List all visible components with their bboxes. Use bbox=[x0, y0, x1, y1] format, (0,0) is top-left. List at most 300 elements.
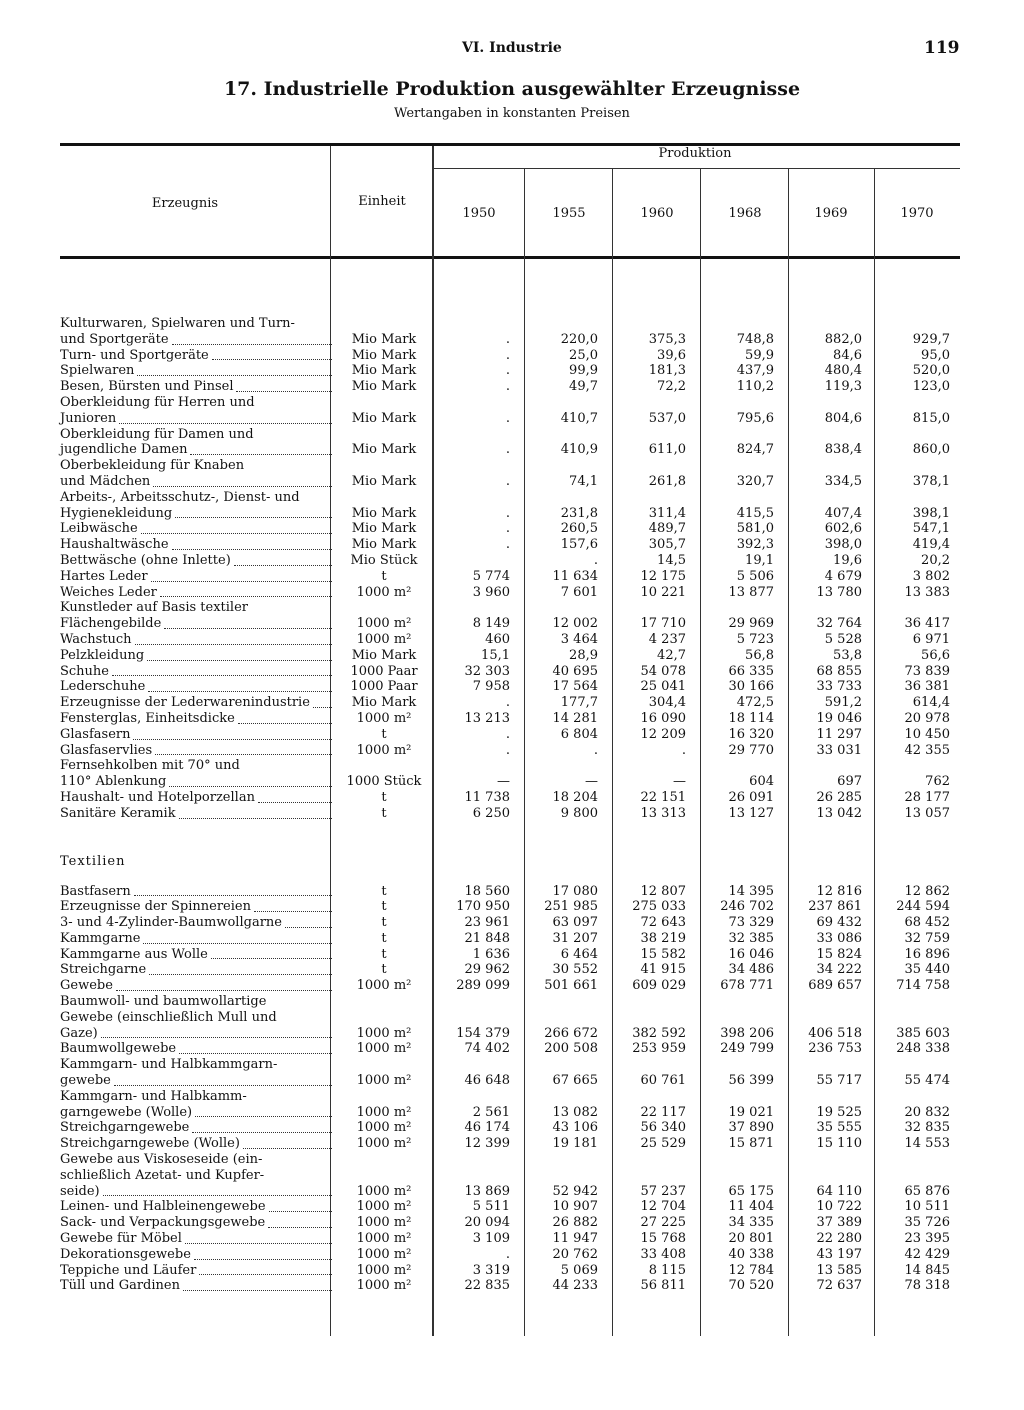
value-cell: 177,7 bbox=[560, 695, 598, 711]
value-cell: 12 784 bbox=[728, 1262, 774, 1278]
value-cell: 41 915 bbox=[640, 962, 686, 978]
value-cell: 375,3 bbox=[648, 331, 686, 347]
value-cell: 17 080 bbox=[552, 883, 598, 899]
leader-dots bbox=[101, 1036, 332, 1038]
value-cell: 6 971 bbox=[912, 631, 950, 647]
product-name-text: Oberbekleidung für Knaben bbox=[60, 458, 245, 474]
value-cell: 3 109 bbox=[472, 1231, 510, 1247]
unit-cell: t bbox=[381, 915, 387, 931]
product-name-line bbox=[60, 884, 336, 900]
value-cell: 14 845 bbox=[904, 1262, 950, 1278]
product-name bbox=[60, 915, 336, 931]
value-cell: 6 250 bbox=[472, 805, 510, 821]
value-cell bbox=[432, 553, 520, 569]
value-cell: 29 962 bbox=[464, 962, 510, 978]
value-cell: 472,5 bbox=[736, 695, 774, 711]
value-cell: 14 281 bbox=[552, 710, 598, 726]
value-cell: 53,8 bbox=[833, 647, 862, 663]
value-cell: 29 770 bbox=[728, 742, 774, 758]
value-cell: 84,6 bbox=[833, 347, 862, 363]
value-cell: 19,6 bbox=[833, 552, 862, 568]
value-cell: 419,4 bbox=[912, 537, 950, 553]
value-cell: 3 319 bbox=[472, 1262, 510, 1278]
value-cell: 35 440 bbox=[904, 962, 950, 978]
product-name-line bbox=[60, 569, 336, 585]
product-name-line bbox=[60, 1026, 336, 1042]
product-name-text: Gewebe bbox=[60, 978, 113, 994]
product-name-text: Gewebe (einschließlich Mull und bbox=[60, 1009, 277, 1025]
value-cell: . bbox=[505, 1246, 510, 1262]
year-header: 1960 bbox=[640, 206, 674, 221]
value-cell: 34 335 bbox=[728, 1215, 774, 1231]
value-cell: 16 320 bbox=[728, 726, 774, 742]
leader-dots bbox=[164, 627, 332, 629]
value-cell: 13 383 bbox=[904, 584, 950, 600]
unit-cell: 1000 Paar bbox=[350, 663, 418, 679]
value-cell: 22 117 bbox=[640, 1104, 686, 1120]
product-name bbox=[60, 490, 336, 522]
column-header-unit: Einheit bbox=[358, 194, 406, 209]
table-row bbox=[60, 962, 960, 978]
value-cell: 261,8 bbox=[648, 473, 686, 489]
product-name bbox=[60, 458, 336, 490]
spacer-row bbox=[60, 870, 960, 884]
table-row bbox=[60, 1278, 960, 1294]
value-cell: 13 877 bbox=[728, 584, 774, 600]
value-cell: 200 508 bbox=[544, 1041, 598, 1057]
product-name-text: Tüll und Gardinen bbox=[60, 1278, 180, 1294]
value-cell: 11 297 bbox=[816, 726, 862, 742]
value-cell: 20 832 bbox=[904, 1104, 950, 1120]
product-name-line bbox=[60, 1073, 336, 1089]
product-name-line bbox=[60, 790, 336, 806]
value-cell: 1 636 bbox=[472, 946, 510, 962]
value-cell: 74,1 bbox=[569, 473, 598, 489]
value-cell: . bbox=[505, 726, 510, 742]
product-name-text: Baumwollgewebe bbox=[60, 1041, 177, 1057]
leader-dots bbox=[135, 643, 332, 645]
product-name-line bbox=[60, 758, 336, 774]
leader-dots bbox=[269, 1210, 332, 1212]
table-row bbox=[60, 316, 960, 348]
product-name bbox=[60, 711, 336, 727]
value-cell: 4 237 bbox=[648, 631, 686, 647]
unit-cell: 1000 m² bbox=[356, 616, 412, 632]
value-cell: 38 219 bbox=[640, 930, 686, 946]
value-cell: 181,3 bbox=[648, 363, 686, 379]
product-name-text: Hartes Leder bbox=[60, 568, 148, 584]
product-name-text: Streichgarne bbox=[60, 962, 147, 978]
value-cell: 460 bbox=[485, 631, 510, 647]
product-name-line bbox=[60, 962, 336, 978]
value-cell: 26 091 bbox=[728, 789, 774, 805]
value-cell: 73 329 bbox=[728, 915, 774, 931]
product-name bbox=[60, 931, 336, 947]
value-cell: 46 174 bbox=[464, 1120, 510, 1136]
table-row bbox=[60, 1041, 960, 1057]
value-cell: 275 033 bbox=[632, 899, 686, 915]
leader-dots bbox=[112, 674, 332, 676]
product-name-line bbox=[60, 553, 336, 569]
value-cell: 860,0 bbox=[912, 442, 950, 458]
leader-dots bbox=[143, 942, 332, 944]
product-name bbox=[60, 743, 336, 759]
table-row bbox=[60, 994, 960, 1041]
product-name-text: Junioren bbox=[60, 410, 117, 426]
table-row bbox=[60, 585, 960, 601]
leader-dots bbox=[137, 374, 332, 376]
group-rule bbox=[432, 168, 960, 169]
product-name bbox=[60, 758, 336, 790]
product-name bbox=[60, 1152, 336, 1199]
leader-dots bbox=[155, 753, 332, 755]
value-cell: 406 518 bbox=[808, 1025, 862, 1041]
value-cell: 22 151 bbox=[640, 789, 686, 805]
unit-cell: 1000 m² bbox=[356, 1136, 412, 1152]
value-cell: 20,2 bbox=[921, 552, 950, 568]
unit-cell: t bbox=[381, 805, 387, 821]
product-name-text: Fensterglas, Einheitsdicke bbox=[60, 710, 235, 726]
value-cell: 289 099 bbox=[456, 978, 510, 994]
value-cell: 49,7 bbox=[569, 379, 598, 395]
value-cell: 34 222 bbox=[816, 962, 862, 978]
product-name-text: Erzeugnisse der Lederwarenindustrie bbox=[60, 695, 310, 711]
product-name-line bbox=[60, 600, 336, 616]
value-cell: 537,0 bbox=[648, 410, 686, 426]
value-cell: 15 871 bbox=[728, 1136, 774, 1152]
value-cell: 13 082 bbox=[552, 1104, 598, 1120]
product-name bbox=[60, 1120, 336, 1136]
product-name-line bbox=[60, 664, 336, 680]
product-name-line bbox=[60, 648, 336, 664]
product-name-line bbox=[60, 711, 336, 727]
value-cell: 22 835 bbox=[464, 1278, 510, 1294]
value-cell: 33 408 bbox=[640, 1246, 686, 1262]
product-name-text: Oberkleidung für Herren und bbox=[60, 394, 255, 410]
product-name-text: Streichgarngewebe (Wolle) bbox=[60, 1136, 240, 1152]
product-name-text: Gewebe für Möbel bbox=[60, 1231, 182, 1247]
unit-cell: 1000 m² bbox=[356, 1073, 412, 1089]
unit-cell: Mio Mark bbox=[351, 331, 417, 347]
value-cell: 22 280 bbox=[816, 1231, 862, 1247]
unit-cell: Mio Mark bbox=[351, 695, 417, 711]
product-name-text: Weiches Leder bbox=[60, 584, 157, 600]
value-cell: 56,8 bbox=[745, 647, 774, 663]
product-name-line bbox=[60, 899, 336, 915]
unit-cell: Mio Mark bbox=[351, 521, 417, 537]
unit-cell: 1000 m² bbox=[356, 631, 412, 647]
table-row bbox=[60, 899, 960, 915]
value-cell: 40 695 bbox=[552, 663, 598, 679]
value-cell: 415,5 bbox=[736, 505, 774, 521]
value-cell: 44 233 bbox=[552, 1278, 598, 1294]
value-cell: 246 702 bbox=[720, 899, 774, 915]
value-cell: 5 723 bbox=[736, 631, 774, 647]
unit-cell: Mio Mark bbox=[351, 647, 417, 663]
unit-cell: 1000 m² bbox=[356, 710, 412, 726]
product-name-text: Kammgarne aus Wolle bbox=[60, 946, 208, 962]
value-cell: 220,0 bbox=[560, 331, 598, 347]
unit-cell: Mio Mark bbox=[351, 347, 417, 363]
product-name-text: Haushalt- und Hotelporzellan bbox=[60, 789, 255, 805]
value-cell: 19 021 bbox=[728, 1104, 774, 1120]
product-name-line bbox=[60, 632, 336, 648]
value-cell: 249 799 bbox=[720, 1041, 774, 1057]
product-name-text: gewebe bbox=[60, 1073, 111, 1089]
product-name bbox=[60, 348, 336, 364]
value-cell: . bbox=[505, 363, 510, 379]
value-cell: 392,3 bbox=[736, 537, 774, 553]
product-name bbox=[60, 553, 336, 569]
column-header-production: Produktion bbox=[658, 146, 732, 161]
value-cell: 410,7 bbox=[560, 410, 598, 426]
year-header: 1950 bbox=[462, 206, 496, 221]
table-row bbox=[60, 679, 960, 695]
product-name-text: Kammgarn- und Halbkammgarn- bbox=[60, 1057, 278, 1073]
value-cell: 19,1 bbox=[745, 552, 774, 568]
table-row bbox=[60, 1247, 960, 1263]
value-cell: 248 338 bbox=[896, 1041, 950, 1057]
product-name-line bbox=[60, 490, 336, 506]
value-cell: 678 771 bbox=[720, 978, 774, 994]
value-cell: 12 816 bbox=[816, 883, 862, 899]
product-name bbox=[60, 427, 336, 459]
leader-dots bbox=[160, 595, 332, 597]
table-row bbox=[60, 1152, 960, 1199]
product-name-text: Leinen- und Halbleinengewebe bbox=[60, 1199, 266, 1215]
value-cell: 604 bbox=[749, 774, 774, 790]
value-cell: 73 839 bbox=[904, 663, 950, 679]
value-cell: 15 110 bbox=[816, 1136, 862, 1152]
leader-dots bbox=[254, 910, 332, 912]
value-cell: 20 762 bbox=[552, 1246, 598, 1262]
value-cell: 40 338 bbox=[728, 1246, 774, 1262]
product-name-line bbox=[60, 1199, 336, 1215]
value-cell: 520,0 bbox=[912, 363, 950, 379]
value-cell: 59,9 bbox=[745, 347, 774, 363]
value-cell: 30 166 bbox=[728, 679, 774, 695]
table-row bbox=[60, 727, 960, 743]
value-cell: 32 759 bbox=[904, 930, 950, 946]
value-cell: 609 029 bbox=[632, 978, 686, 994]
product-name bbox=[60, 585, 336, 601]
product-name-text: Pelzkleidung bbox=[60, 647, 145, 663]
value-cell: 28,9 bbox=[569, 647, 598, 663]
value-cell: 334,5 bbox=[824, 473, 862, 489]
value-cell: . bbox=[593, 552, 598, 568]
value-cell: . bbox=[505, 379, 510, 395]
table-body bbox=[60, 316, 960, 1294]
value-cell: 32 303 bbox=[464, 663, 510, 679]
value-cell: 12 209 bbox=[640, 726, 686, 742]
unit-cell: 1000 m² bbox=[356, 1199, 412, 1215]
product-name-line bbox=[60, 332, 336, 348]
value-cell: . bbox=[505, 473, 510, 489]
value-cell: 32 385 bbox=[728, 930, 774, 946]
leader-dots bbox=[119, 422, 332, 424]
value-cell: 251 985 bbox=[544, 899, 598, 915]
value-cell: . bbox=[505, 695, 510, 711]
product-name bbox=[60, 1041, 336, 1057]
value-cell: 253 959 bbox=[632, 1041, 686, 1057]
product-name bbox=[60, 1215, 336, 1231]
value-cell: 581,0 bbox=[736, 521, 774, 537]
product-name-line bbox=[60, 695, 336, 711]
product-name-text: Arbeits-, Arbeitsschutz-, Dienst- und bbox=[60, 489, 300, 505]
value-cell: 5 506 bbox=[736, 568, 774, 584]
product-name-text: Sanitäre Keramik bbox=[60, 805, 176, 821]
value-cell: . bbox=[593, 742, 598, 758]
section-heading-row bbox=[60, 836, 960, 870]
value-cell: 14,5 bbox=[657, 552, 686, 568]
product-name bbox=[60, 569, 336, 585]
product-name bbox=[60, 1247, 336, 1263]
value-cell: 27 225 bbox=[640, 1215, 686, 1231]
value-cell: 19 181 bbox=[552, 1136, 598, 1152]
value-cell: 501 661 bbox=[544, 978, 598, 994]
value-cell: 5 511 bbox=[472, 1199, 510, 1215]
top-rule bbox=[60, 143, 960, 146]
value-cell: 7 601 bbox=[560, 584, 598, 600]
value-cell: . bbox=[505, 331, 510, 347]
year-header: 1969 bbox=[814, 206, 848, 221]
product-name bbox=[60, 1136, 336, 1152]
value-cell: 320,7 bbox=[736, 473, 774, 489]
value-cell: . bbox=[505, 505, 510, 521]
unit-cell: Mio Mark bbox=[351, 473, 417, 489]
leader-dots bbox=[234, 564, 332, 566]
value-cell: 28 177 bbox=[904, 789, 950, 805]
value-cell: 69 432 bbox=[816, 915, 862, 931]
unit-cell: Mio Mark bbox=[351, 410, 417, 426]
value-cell: 10 511 bbox=[904, 1199, 950, 1215]
value-cell: 762 bbox=[925, 774, 950, 790]
leader-dots bbox=[211, 957, 332, 959]
value-cell: 19 525 bbox=[816, 1104, 862, 1120]
leader-dots bbox=[169, 785, 332, 787]
product-name-line bbox=[60, 1136, 336, 1152]
product-name bbox=[60, 899, 336, 915]
leader-dots bbox=[236, 390, 332, 392]
value-cell: 72,2 bbox=[657, 379, 686, 395]
product-name-line bbox=[60, 616, 336, 632]
leader-dots bbox=[195, 1115, 332, 1117]
leader-dots bbox=[199, 1273, 332, 1275]
header-bottom-rule bbox=[60, 256, 960, 259]
product-name-text: Schuhe bbox=[60, 663, 109, 679]
product-name-text: Gewebe aus Viskoseseide (ein- bbox=[60, 1152, 263, 1168]
table-row bbox=[60, 1089, 960, 1121]
value-cell: 12 175 bbox=[640, 568, 686, 584]
table-row bbox=[60, 790, 960, 806]
product-name bbox=[60, 679, 336, 695]
value-cell: 99,9 bbox=[569, 363, 598, 379]
table-row bbox=[60, 1263, 960, 1279]
product-name-line bbox=[60, 1152, 336, 1168]
table-row bbox=[60, 743, 960, 759]
value-cell: 748,8 bbox=[736, 331, 774, 347]
value-cell: . bbox=[505, 347, 510, 363]
value-cell: 6 464 bbox=[560, 946, 598, 962]
product-name bbox=[60, 664, 336, 680]
value-cell: 55 474 bbox=[904, 1073, 950, 1089]
product-name-line bbox=[60, 411, 336, 427]
product-name-text: seide) bbox=[60, 1183, 100, 1199]
product-name bbox=[60, 537, 336, 553]
leader-dots bbox=[134, 894, 332, 896]
leader-dots bbox=[153, 485, 332, 487]
leader-dots bbox=[114, 1084, 332, 1086]
table-row bbox=[60, 806, 960, 822]
value-cell: 410,9 bbox=[560, 442, 598, 458]
value-cell: 26 285 bbox=[816, 789, 862, 805]
leader-dots bbox=[141, 532, 332, 534]
value-cell: 6 804 bbox=[560, 726, 598, 742]
value-cell: — bbox=[673, 774, 686, 790]
value-cell: 43 106 bbox=[552, 1120, 598, 1136]
value-cell: 52 942 bbox=[552, 1183, 598, 1199]
value-cell: 57 237 bbox=[640, 1183, 686, 1199]
product-name bbox=[60, 1057, 336, 1089]
leader-dots bbox=[175, 516, 332, 518]
product-name-line bbox=[60, 743, 336, 759]
table-row bbox=[60, 395, 960, 427]
value-cell: 8 115 bbox=[648, 1262, 686, 1278]
page-number: 119 bbox=[924, 38, 960, 58]
value-cell: 10 450 bbox=[904, 726, 950, 742]
unit-cell: t bbox=[381, 883, 387, 899]
value-cell: 929,7 bbox=[912, 331, 950, 347]
table-subtitle: Wertangaben in konstanten Preisen bbox=[394, 106, 630, 121]
value-cell: 35 555 bbox=[816, 1120, 862, 1136]
product-name-text: Flächengebilde bbox=[60, 616, 162, 632]
value-cell: 12 399 bbox=[464, 1136, 510, 1152]
product-name bbox=[60, 790, 336, 806]
running-head bbox=[0, 40, 1024, 64]
value-cell: 65 175 bbox=[728, 1183, 774, 1199]
unit-cell: 1000 m² bbox=[356, 1231, 412, 1247]
unit-cell: 1000 m² bbox=[356, 1215, 412, 1231]
unit-cell: Mio Stück bbox=[350, 552, 418, 568]
value-cell: 30 552 bbox=[552, 962, 598, 978]
table-row bbox=[60, 978, 960, 994]
product-name-text: Dekorationsgewebe bbox=[60, 1246, 191, 1262]
value-cell: 305,7 bbox=[648, 537, 686, 553]
value-cell: 16 896 bbox=[904, 946, 950, 962]
table-row bbox=[60, 569, 960, 585]
value-cell: 3 802 bbox=[912, 568, 950, 584]
value-cell: 824,7 bbox=[736, 442, 774, 458]
product-name-text: Kammgarn- und Halbkamm- bbox=[60, 1088, 247, 1104]
value-cell: . bbox=[681, 742, 686, 758]
leader-dots bbox=[133, 738, 332, 740]
product-name-line bbox=[60, 506, 336, 522]
product-name-line bbox=[60, 1010, 336, 1026]
value-cell: 36 417 bbox=[904, 616, 950, 632]
leader-dots bbox=[151, 580, 332, 582]
table-row bbox=[60, 1215, 960, 1231]
table-row bbox=[60, 537, 960, 553]
table-row bbox=[60, 695, 960, 711]
product-name-text: Oberkleidung für Damen und bbox=[60, 426, 254, 442]
year-header: 1955 bbox=[552, 206, 586, 221]
table-row bbox=[60, 458, 960, 490]
value-cell: 18 114 bbox=[728, 710, 774, 726]
value-cell: 25,0 bbox=[569, 347, 598, 363]
value-cell: 13 057 bbox=[904, 805, 950, 821]
product-name bbox=[60, 316, 336, 348]
unit-cell: t bbox=[381, 789, 387, 805]
